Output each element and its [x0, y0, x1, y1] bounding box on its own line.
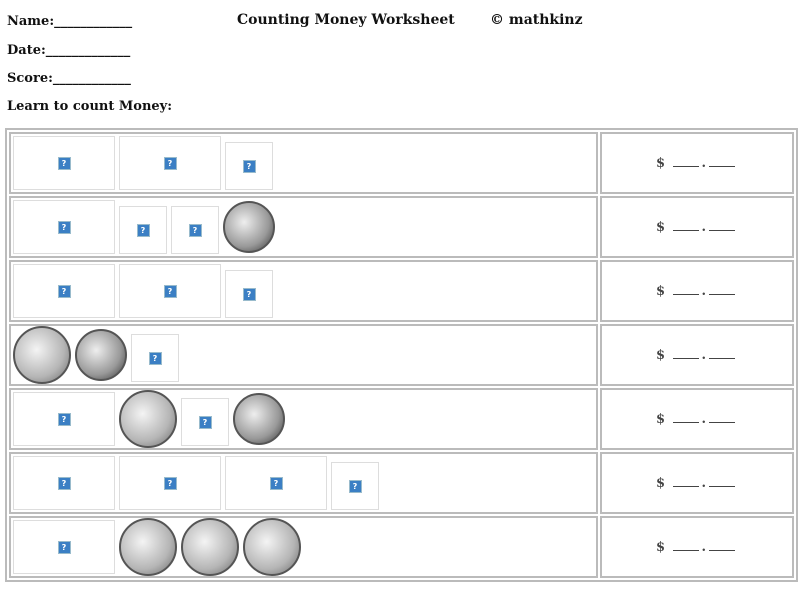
- cents-blank[interactable]: [709, 230, 735, 231]
- dollars-blank[interactable]: [673, 486, 699, 487]
- coins-cell: [9, 388, 598, 450]
- cents-blank[interactable]: [709, 358, 735, 359]
- broken-image-icon: ?: [137, 224, 150, 237]
- broken-image: [131, 334, 179, 382]
- money-table: [5, 128, 798, 582]
- broken-image: [225, 142, 273, 190]
- broken-image: [331, 462, 379, 510]
- broken-image-icon: ?: [349, 480, 362, 493]
- broken-image-icon: ?: [270, 477, 283, 490]
- dollar-sign: $: [655, 411, 665, 427]
- dollars-blank[interactable]: [673, 550, 699, 551]
- cents-blank[interactable]: [709, 486, 735, 487]
- broken-image-icon: ?: [58, 157, 71, 170]
- answer-cell[interactable]: [600, 260, 794, 322]
- broken-image-icon: ?: [149, 352, 162, 365]
- broken-image-icon: ?: [243, 160, 256, 173]
- coins-cell: [9, 452, 598, 514]
- coins-cell: [9, 196, 598, 258]
- answer-cell[interactable]: [600, 196, 794, 258]
- broken-image-icon: ?: [189, 224, 202, 237]
- dollars-blank[interactable]: [673, 166, 699, 167]
- decimal-point: .: [701, 411, 707, 427]
- answer-cell[interactable]: [600, 132, 794, 194]
- broken-image: [225, 270, 273, 318]
- broken-image: [119, 264, 221, 318]
- broken-image-icon: ?: [199, 416, 212, 429]
- name-field: Name:____________: [7, 14, 133, 29]
- dollar-sign: $: [655, 219, 665, 235]
- broken-image: [13, 456, 115, 510]
- broken-image: [13, 200, 115, 254]
- cents-blank[interactable]: [709, 166, 735, 167]
- broken-image-icon: ?: [58, 221, 71, 234]
- copyright: © mathkinz: [490, 12, 583, 28]
- quarter-coin-icon: [181, 518, 239, 576]
- coins-cell: [9, 260, 598, 322]
- quarter-coin-icon: [119, 390, 177, 448]
- broken-image-icon: ?: [58, 285, 71, 298]
- table-row: [9, 516, 794, 578]
- broken-image-icon: ?: [58, 541, 71, 554]
- dollar-sign: $: [655, 155, 665, 171]
- score-field: Score:____________: [7, 71, 131, 86]
- broken-image: [225, 456, 327, 510]
- broken-image: [13, 520, 115, 574]
- broken-image: [13, 264, 115, 318]
- decimal-point: .: [701, 347, 707, 363]
- coins-cell: [9, 516, 598, 578]
- nickel-coin-icon: [75, 329, 127, 381]
- broken-image-icon: ?: [58, 413, 71, 426]
- answer-cell[interactable]: [600, 516, 794, 578]
- decimal-point: .: [701, 219, 707, 235]
- decimal-point: .: [701, 283, 707, 299]
- broken-image: [181, 398, 229, 446]
- instructions: Learn to count Money:: [7, 99, 173, 114]
- dollar-sign: $: [655, 475, 665, 491]
- table-row: [9, 260, 794, 322]
- table-row: [9, 132, 794, 194]
- cents-blank[interactable]: [709, 550, 735, 551]
- nickel-coin-icon: [233, 393, 285, 445]
- answer-cell[interactable]: [600, 324, 794, 386]
- dollars-blank[interactable]: [673, 230, 699, 231]
- answer-cell[interactable]: [600, 452, 794, 514]
- nickel-coin-icon: [223, 201, 275, 253]
- dollar-sign: $: [655, 539, 665, 555]
- broken-image: [13, 136, 115, 190]
- quarter-coin-icon: [243, 518, 301, 576]
- broken-image: [13, 392, 115, 446]
- broken-image: [119, 456, 221, 510]
- answer-cell[interactable]: [600, 388, 794, 450]
- broken-image: [119, 206, 167, 254]
- page-title: Counting Money Worksheet: [237, 12, 455, 28]
- dollar-sign: $: [655, 347, 665, 363]
- table-row: [9, 196, 794, 258]
- decimal-point: .: [701, 475, 707, 491]
- decimal-point: .: [701, 155, 707, 171]
- dollars-blank[interactable]: [673, 358, 699, 359]
- dollars-blank[interactable]: [673, 422, 699, 423]
- table-row: [9, 452, 794, 514]
- quarter-coin-icon: [13, 326, 71, 384]
- broken-image-icon: ?: [58, 477, 71, 490]
- decimal-point: .: [701, 539, 707, 555]
- broken-image-icon: ?: [164, 477, 177, 490]
- coins-cell: [9, 132, 598, 194]
- broken-image-icon: ?: [243, 288, 256, 301]
- broken-image-icon: ?: [164, 285, 177, 298]
- table-row: [9, 388, 794, 450]
- broken-image: [171, 206, 219, 254]
- cents-blank[interactable]: [709, 294, 735, 295]
- table-row: [9, 324, 794, 386]
- dollar-sign: $: [655, 283, 665, 299]
- broken-image: [119, 136, 221, 190]
- broken-image-icon: ?: [164, 157, 177, 170]
- dollars-blank[interactable]: [673, 294, 699, 295]
- quarter-coin-icon: [119, 518, 177, 576]
- coins-cell: [9, 324, 598, 386]
- cents-blank[interactable]: [709, 422, 735, 423]
- date-field: Date:_____________: [7, 43, 131, 58]
